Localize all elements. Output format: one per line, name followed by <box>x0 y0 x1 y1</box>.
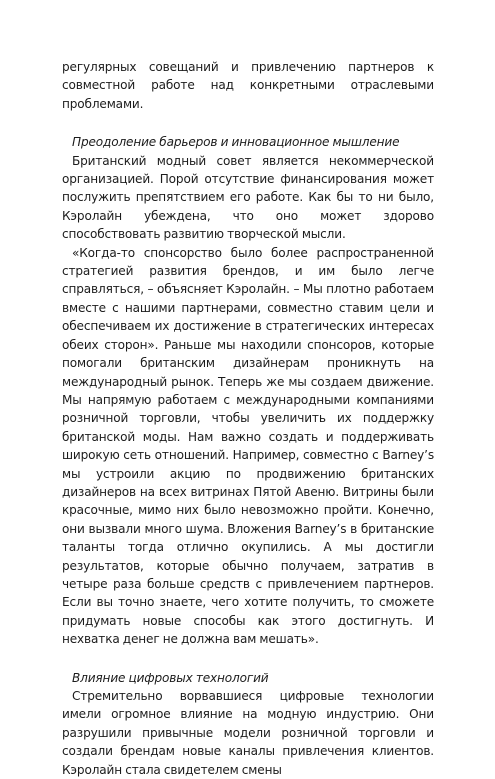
section-gap <box>62 113 434 133</box>
section-heading-digital: Влияние цифровых технологий <box>72 670 269 685</box>
paragraph-quote-caroline: «Когда-то спонсорство было более распространенной стратегией развития брендов, и им было легче справляться, – объясняет Кэролайн. – Мы плотно работаем вместе с нашими партнерами, совместно ставим цели и обеспечиваем их достижение в стратегических интересах обеих сторон». Раньше мы находили спонсоров, которые помогали британским дизайнерам проникнуть на международный рынок. Теперь же мы создаем движение. Мы напрямую работаем с международными компаниями розничной торговли, чтобы увеличить их поддержку британской моды. Нам важно создать и поддерживать широкую сеть отношений. Например, совместно с Barney’s мы устроили акцию по продвижению британских дизайнеров на всех витринах Пятой Авеню. Витрины были красочные, мимо них было невозможно пройти. Конечно, они вызвали много шума. Вложения Barney’s в британские таланты тогда отлично окупились. А мы достигли результатов, которые обычно получаем, затратив в четыре раза больше средств с привлечением партнеров. Если вы точно знаете, чего хотите получить, то сможете придумать новые способы как этого достигнуть. И нехватка денег не должна вам мешать». <box>62 245 434 647</box>
section-heading-barriers: Преодоление барьеров и инновационное мышление <box>72 135 400 150</box>
section-gap <box>62 649 434 669</box>
paragraph-continuation: регулярных совещаний и привлечению партнеров к совместной работе над конкретными отраслевыми проблемами. <box>62 60 434 111</box>
document-page <box>62 58 434 779</box>
paragraph-british-fashion-council: Британский модный совет является некоммерческой организацией. Порой отсутствие финансирования может послужить препятствием его работе. Как бы то ни было, Кэролайн убеждена, что оно может здорово способствовать развитию творческой мысли. <box>62 153 434 242</box>
paragraph-digital-technologies: Стремительно ворвавшиеся цифровые технологии имели огромное влияние на модную индустрию. Они разрушили привычные модели розничной торговли и создали брендам новые каналы привлечения клиентов. Кэролайн стала свидетелем смены <box>62 689 434 777</box>
